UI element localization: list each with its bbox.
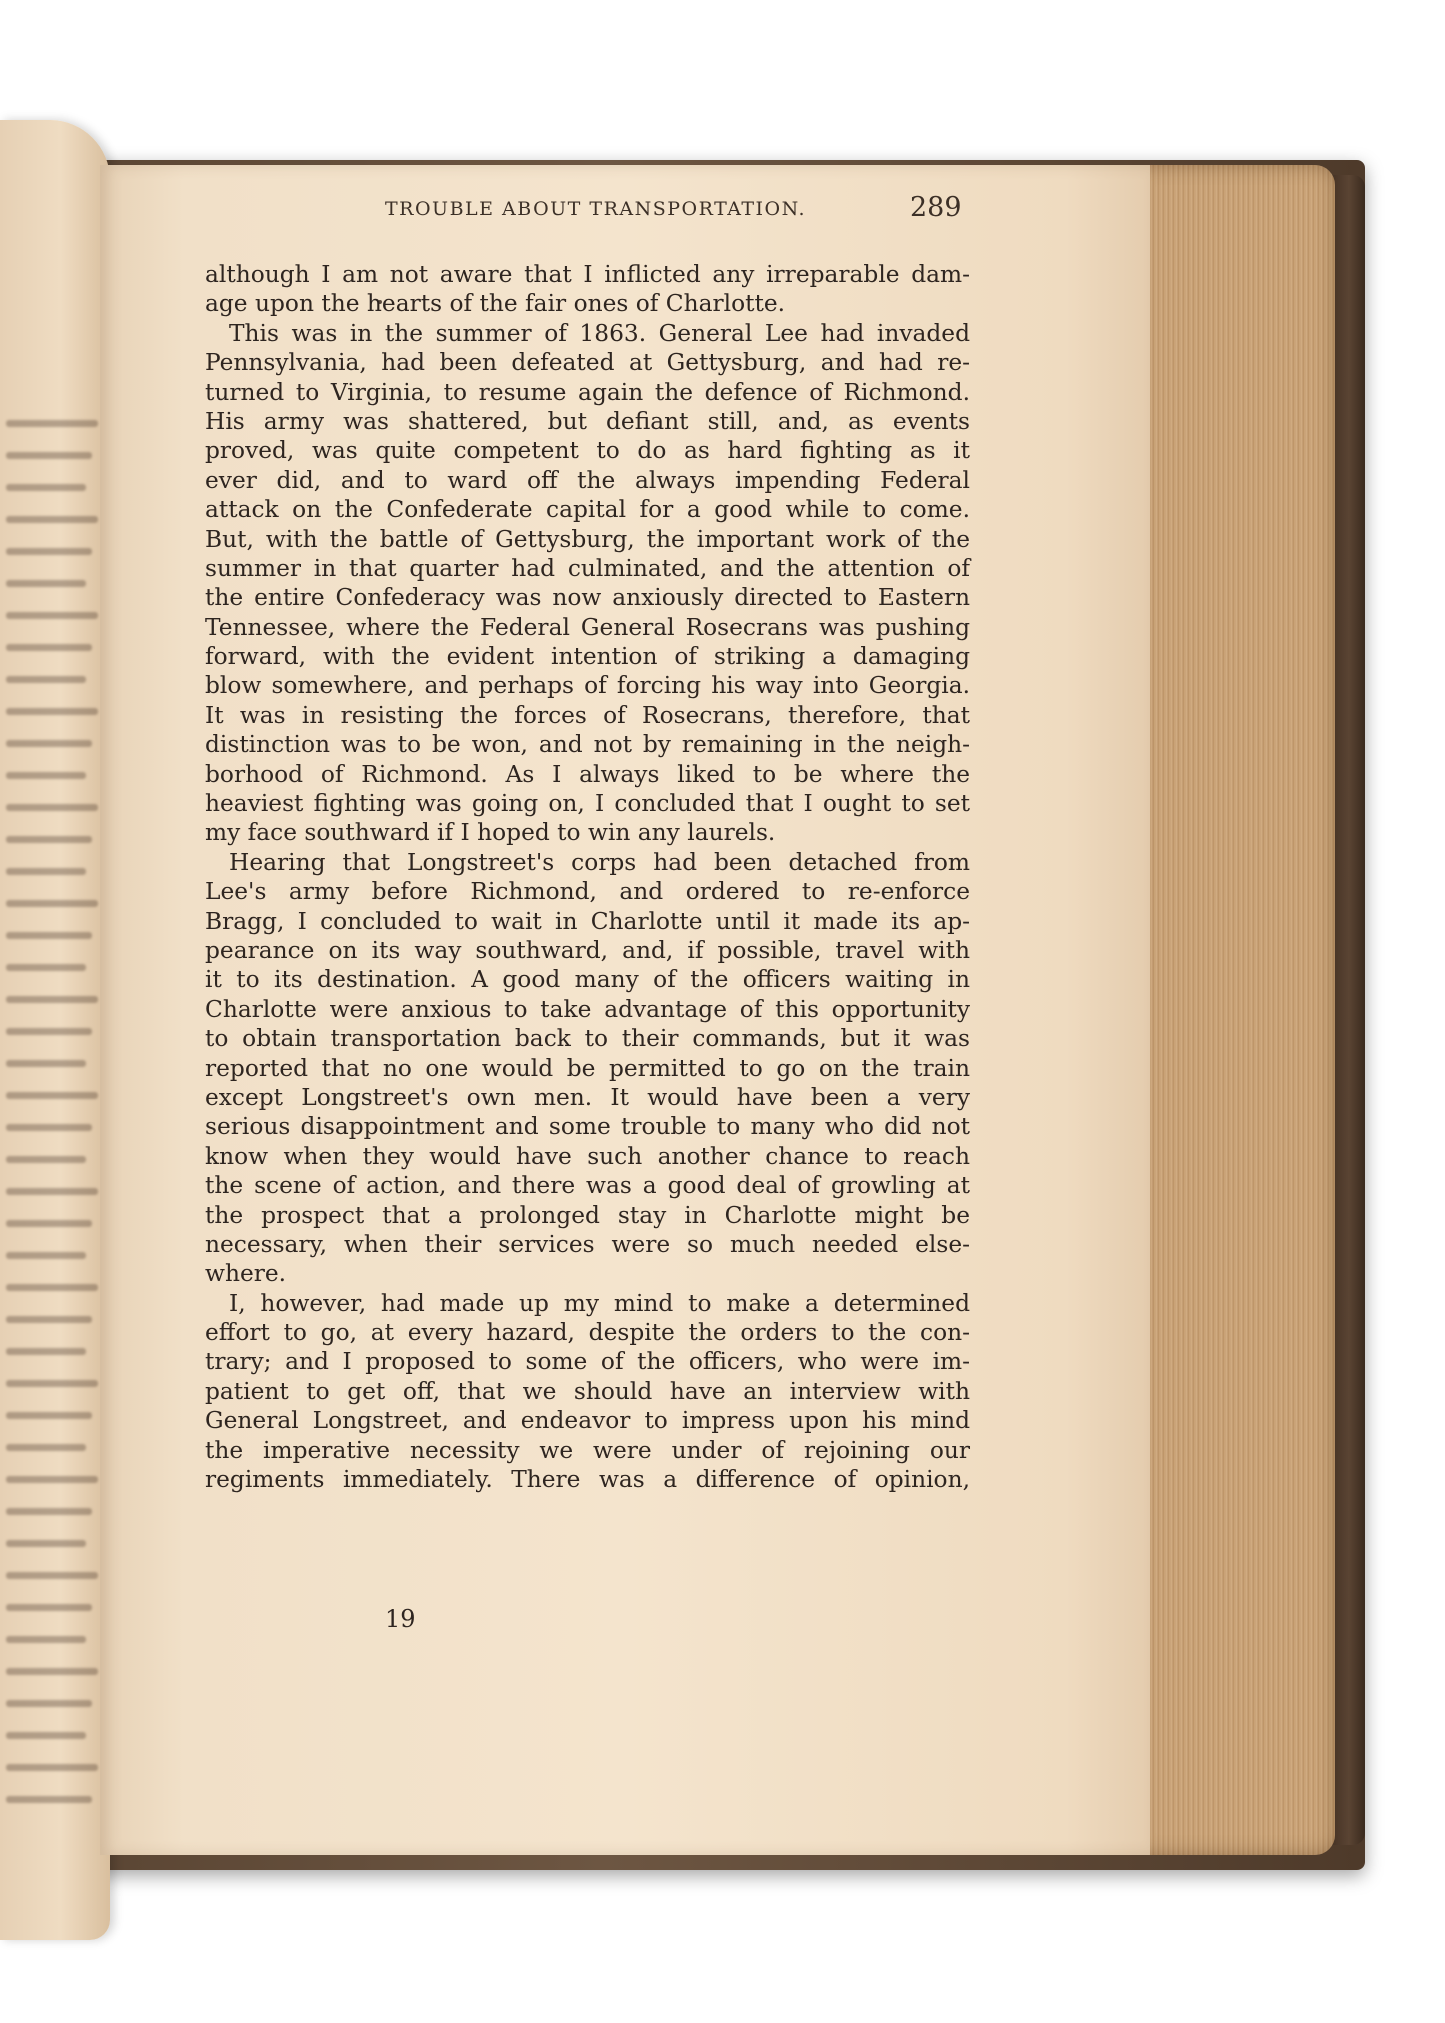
page-number: 289 [910,192,962,223]
left-page-illegible-line [6,548,92,555]
text-line: to obtain transportation back to their commands, but it was [205,1025,970,1053]
left-page-illegible-line [6,452,92,459]
left-page-illegible-line [6,1700,92,1707]
left-page-illegible-line [6,932,92,939]
left-page-illegible-line [6,900,98,907]
left-page-illegible-line [6,1796,92,1803]
text-line: except Longstreet's own men. It would have been a very [205,1083,970,1111]
left-page-illegible-line [6,644,92,651]
left-page-illegible-line [6,1508,92,1515]
left-page-illegible-line [6,708,98,715]
text-line: effort to go, at every hazard, despite the orders to the con- [205,1319,970,1347]
left-page-illegible-line [6,1188,98,1195]
text-line: although I am not aware that I inflicted any irreparable dam- [205,261,970,288]
left-page-illegible-line [6,1572,98,1579]
left-page-illegible-line [6,1124,92,1131]
text-line: it to its destination. A good many of the officers waiting in [205,966,970,994]
left-page [0,120,110,1940]
text-line: It was in resisting the forces of Rosecrans, therefore, that [205,701,970,729]
text-line: patient to get off, that we should have an interview with [205,1377,970,1405]
text-line: attack on the Confederate capital for a good while to come. [205,496,970,524]
left-page-illegible-line [6,1412,92,1419]
text-line: Lee's army before Richmond, and ordered to re-enforce [205,878,970,906]
left-page-illegible-line [6,484,86,491]
text-line: General Longstreet, and endeavor to impress upon his mind [205,1407,970,1435]
left-page-illegible-line [6,516,98,523]
left-page-illegible-line [6,676,86,683]
left-page-illegible-line [6,1220,92,1227]
left-page-illegible-line [6,1540,86,1547]
text-line: His army was shattered, but defiant still, and, as events [205,407,970,435]
left-page-illegible-line [6,772,86,779]
left-page-illegible-line [6,1348,86,1355]
text-line: necessary, when their services were so much needed else- [205,1230,970,1258]
text-line: trary; and I proposed to some of the officers, who were im- [205,1348,970,1376]
text-line: know when they would have such another chance to reach [205,1142,970,1170]
left-page-illegible-line [6,1028,92,1035]
text-line: Bragg, I concluded to wait in Charlotte until it made its ap- [205,907,970,935]
text-line: Hearing that Longstreet's corps had been detached from [229,848,970,876]
text-line: forward, with the evident intention of striking a damaging [205,643,970,671]
left-page-illegible-line [6,740,92,747]
text-line: my face southward if I hoped to win any laurels. [205,819,776,847]
text-line: reported that no one would be permitted to go on the train [205,1054,970,1082]
body-text [205,260,970,1494]
left-page-illegible-line [6,1252,86,1259]
text-line: distinction was to be won, and not by remaining in the neigh- [205,731,970,759]
left-page-illegible-line [6,612,98,619]
text-line: I, however, had made up my mind to make a determined [229,1289,970,1317]
left-page-illegible-line [6,996,98,1003]
left-page-illegible-line [6,1732,86,1739]
text-line: summer in that quarter had culminated, and the attention of [205,554,970,582]
left-page-illegible-line [6,1604,92,1611]
left-page-illegible-line [6,1636,86,1643]
left-page-illegible-line [6,1668,98,1675]
left-page-illegible-line [6,804,98,811]
text-line: where. [205,1260,287,1288]
text-line: But, with the battle of Gettysburg, the important work of the [205,525,970,553]
text-line: the imperative necessity we were under of rejoining our [205,1436,970,1464]
text-line: the entire Confederacy was now anxiously directed to Eastern [205,584,970,612]
left-page-illegible-line [6,580,86,587]
text-line: ever did, and to ward off the always impending Federal [205,466,970,494]
left-page-illegible-line [6,1764,98,1771]
left-page-illegible-line [6,1156,86,1163]
text-line: Charlotte were anxious to take advantage of this opportunity [205,995,970,1023]
left-page-illegible-line [6,836,92,843]
left-page-illegible-line [6,1060,86,1067]
left-page-illegible-line [6,1284,98,1291]
text-line: regiments immediately. There was a difference of opinion, [205,1466,970,1494]
left-page-illegible-line [6,1092,98,1099]
page-header [280,192,980,238]
text-line: turned to Virginia, to resume again the defence of Richmond. [205,378,970,406]
left-page-illegible-line [6,420,98,427]
text-line: heaviest fighting was going on, I concluded that I ought to set [205,790,970,818]
left-page-illegible-line [6,868,86,875]
left-page-illegible-line [6,964,86,971]
text-line: Tennessee, where the Federal General Rosecrans was pushing [205,613,970,641]
text-line: This was in the summer of 1863. General Lee had invaded [229,319,970,347]
left-page-illegible-line [6,1476,98,1483]
text-line: blow somewhere, and perhaps of forcing his way into Georgia. [205,672,970,700]
text-line: borhood of Richmond. As I always liked to be where the [205,760,970,788]
signature-mark: 19 [385,1605,416,1633]
page-edges [1135,165,1335,1855]
text-line: pearance on its way southward, and, if possible, travel with [205,936,970,964]
left-page-illegible-line [6,1316,92,1323]
text-line: the prospect that a prolonged stay in Charlotte might be [205,1201,970,1229]
left-page-illegible-line [6,1444,86,1451]
running-head: TROUBLE ABOUT TRANSPORTATION. [385,198,807,220]
text-line: proved, was quite competent to do as hard fighting as it [205,437,970,465]
text-line: Pennsylvania, had been defeated at Gettysburg, and had re- [205,349,970,377]
text-line: the scene of action, and there was a good deal of growling at [205,1172,970,1200]
text-line: serious disappointment and some trouble to many who did not [205,1113,970,1141]
left-page-illegible-line [6,1380,98,1387]
text-line: age upon the hearts of the fair ones of Charlotte. [205,290,786,318]
